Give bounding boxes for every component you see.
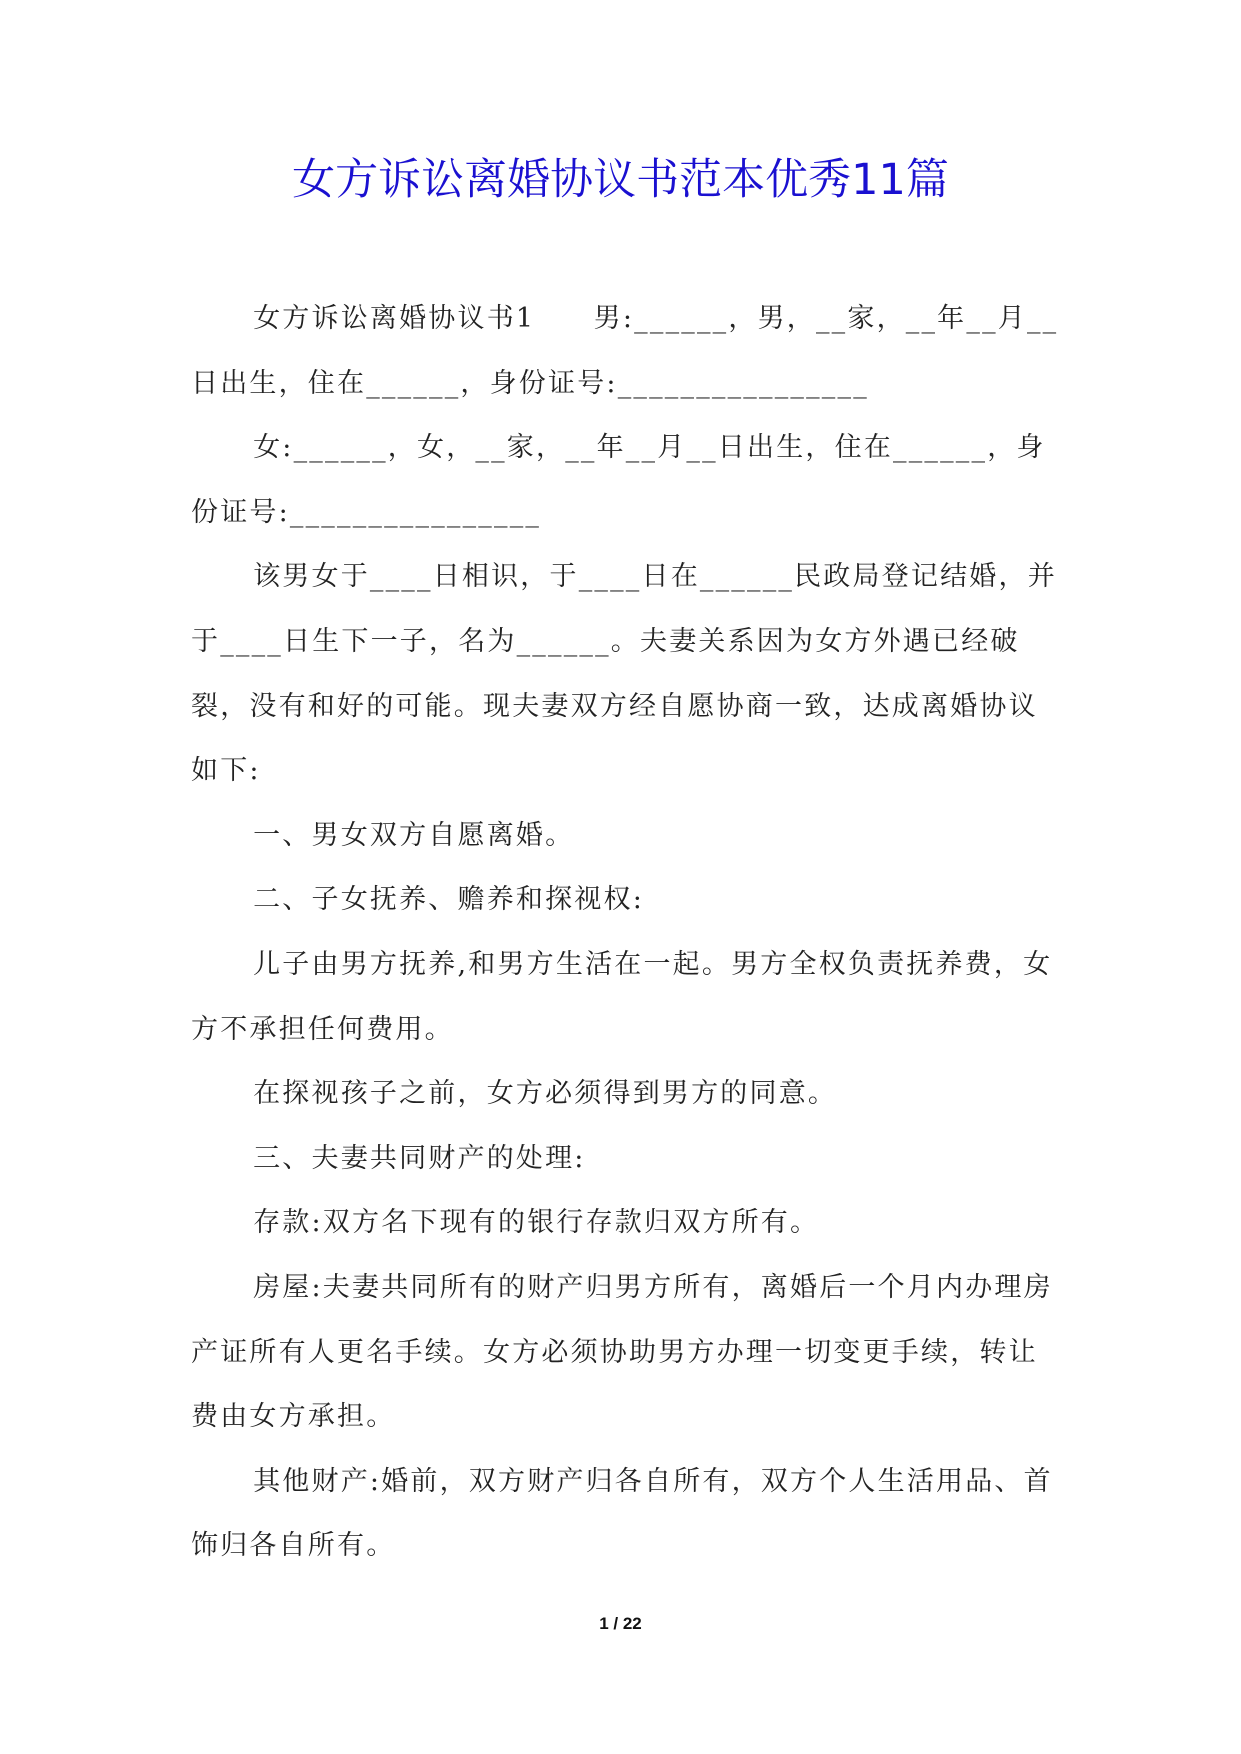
- page-number: 1 / 22: [599, 1614, 642, 1633]
- document-body: [191, 287, 1064, 1579]
- paragraph-clause-3: 三、夫妻共同财产的处理:: [253, 1142, 586, 1174]
- paragraph-house: 房屋:夫妻共同所有的财产归男方所有，离婚后一个月内办理房产证所有人更名手续。女方必须协助男方办理一切变更手续，转让费由女方承担。: [191, 1271, 1053, 1433]
- paragraph-clause-1: 一、男女双方自愿离婚。: [253, 819, 575, 851]
- paragraph-other-property: 其他财产:婚前，双方财产归各自所有，双方个人生活用品、首饰归各自所有。: [191, 1465, 1053, 1562]
- paragraph-background: 该男女于____日相识，于____日在______民政局登记结婚，并于____日生下一子，名为______。夫妻关系因为女方外遇已经破裂，没有和好的可能。现夫妻双方经自愿协商一致，达成离婚协议如下:: [191, 561, 1057, 787]
- document-title: 女方诉讼离婚协议书范本优秀11篇: [292, 155, 949, 205]
- paragraph-custody: 儿子由男方抚养,和男方生活在一起。男方全权负责抚养费，女方不承担任何费用。: [191, 948, 1053, 1045]
- paragraph-savings: 存款:双方名下现有的银行存款归双方所有。: [253, 1207, 820, 1239]
- paragraph-clause-2: 二、子女抚养、赡养和探视权:: [253, 884, 644, 916]
- paragraph-female-info: 女:______，女，__家，__年__月__日出生，住在______，身份证号:________________: [191, 432, 1046, 528]
- paragraph-visitation: 在探视孩子之前，女方必须得到男方的同意。: [253, 1078, 838, 1110]
- paragraph-male-info: 女方诉讼离婚协议书1 男:______，男，__家，__年__月__日出生，住在______，身份证号:________________: [191, 303, 1059, 399]
